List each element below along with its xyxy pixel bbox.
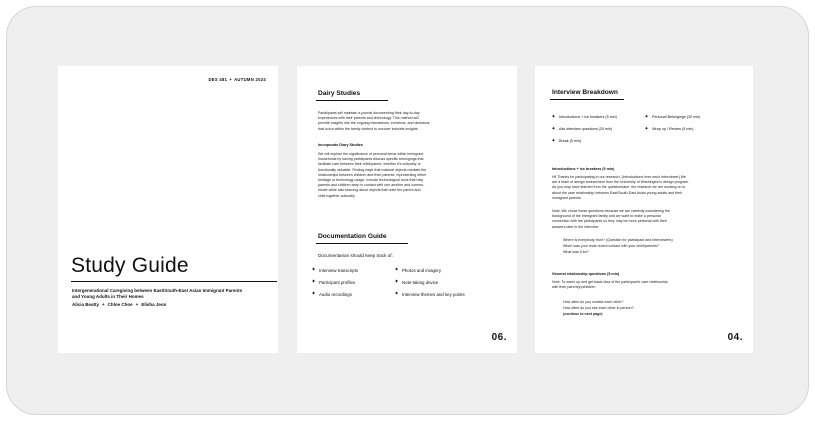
- diary-heading: Dairy Studies: [318, 90, 361, 97]
- authors: Alicia Beatty + Chloe Choe + Elisha Jeon: [72, 302, 167, 307]
- course-code: DES 481: [208, 77, 228, 82]
- list-item: ✦ Photos and imagery: [394, 267, 442, 273]
- study-subtitle: Intergenerational Caregiving between East/South-East Asian Immigrant Parents and Young Adults in Their Homes: [72, 288, 243, 299]
- interview-question: How often do you see each other in person?: [563, 306, 634, 310]
- diary-intro: Participants will maintain a journal documenting their day-to-day experiences with their parents and technology. This method will provide insights into the ongoing interactions, emotions, and decisions that occur within the family context to uncover invisible insights: [318, 111, 430, 131]
- interview-question: Where is everybody from? (Question for participant and interviewers): [563, 238, 673, 242]
- section-title: Introductions + ice breakers (5 min): [552, 167, 615, 171]
- author: Elisha Jeon: [141, 302, 167, 307]
- sparkle-icon: ✦: [644, 126, 649, 132]
- term: AUTUMN 2024: [234, 77, 266, 82]
- documentation-intro: Documentarian should keep track of:: [318, 253, 393, 258]
- continue-note: (continue to next page): [563, 312, 603, 316]
- sparkle-icon: ✦: [311, 279, 316, 285]
- heading-underline: [316, 243, 408, 244]
- intro-script: Hi! Thanks for participating in our research. [Introductions from each interviewer] We are a team of design researchers from the University of Washington's design program. As you may have learned from the questionnaire, the research we are working on is about the care relationship between East/South-East Asian young adults and their immigrant parents.: [552, 175, 689, 200]
- list-item: ✦ Audio recordings: [311, 291, 352, 297]
- interview-breakdown-page: [535, 66, 753, 353]
- list-item: ✦ Introductions + ice breakers (5 min): [551, 114, 617, 120]
- author: Alicia Beatty: [72, 302, 100, 307]
- list-item: ✦ Participant profiles: [311, 279, 356, 285]
- list-item: ✦ Ask interview questions (20 min): [551, 126, 613, 132]
- diary-body: We will explore the significance of personal items within immigrant households by having participants discuss specific belongings that facilitate care between their child/parent, whether it's culturally or functionally valuable. Finding ways that material objects mediate the relationships between children and their parents, representing either heritage or technology usage. Include technological tools that help parents and children keep in contact with one another and commu- nicate while also learning about objects that unite the parent and child together culturally: [318, 152, 427, 198]
- heading-underline: [316, 100, 388, 101]
- author: Chloe Choe: [107, 302, 133, 307]
- sparkle-icon: ✦: [551, 138, 556, 144]
- cover-page: [58, 66, 278, 353]
- list-item: ✦ Note-taking device: [394, 279, 439, 285]
- documentation-heading: Documentation Guide: [318, 233, 387, 240]
- section-title: General relationship questions (5 min): [552, 272, 620, 276]
- list-item: ✦ Personal Belongings (20 min): [644, 114, 701, 120]
- interview-question: When was your most recent contact with your child/parents?: [563, 244, 659, 248]
- page-number: 06.: [491, 332, 507, 343]
- sparkle-icon: ✦: [551, 114, 556, 120]
- list-item: ✦ Break (5 min): [551, 138, 582, 144]
- list-item: ✦ Interview transcripts: [311, 267, 359, 273]
- sparkle-icon: ✦: [644, 114, 649, 120]
- intro-note: Note: We chose these questions because we are carefully considering the background of the immigrant family and we want to make a personal connection with the participants so they may be more personal with their answers later in the interview: [552, 209, 670, 229]
- course-meta: DES 481 + AUTUMN 2024: [208, 77, 266, 82]
- list-item: ✦ Wrap up / Review (5 min): [644, 126, 694, 132]
- sparkle-icon: ✦: [551, 126, 556, 132]
- interview-question: How often do you contact each other?: [563, 300, 624, 304]
- sparkle-icon: ✦: [311, 267, 316, 273]
- sparkle-icon: ✦: [394, 291, 399, 297]
- relationship-note: Note: To warm up and get basic idea of the participant's care relationship with their parent(s)/children: [552, 280, 668, 290]
- list-item: ✦ Interview themes and key points: [394, 291, 465, 297]
- interview-heading: Interview Breakdown: [552, 89, 618, 96]
- title-divider: [71, 281, 277, 282]
- sparkle-icon: ✦: [394, 267, 399, 273]
- sparkle-icon: ✦: [394, 279, 399, 285]
- page-number: 04.: [727, 332, 743, 343]
- sparkle-icon: ✦: [311, 291, 316, 297]
- heading-underline: [550, 99, 624, 100]
- interview-question: What was it for?: [563, 250, 589, 254]
- diary-studies-page: [297, 66, 517, 353]
- diary-subheading: Incorporate Diary Studies: [318, 143, 363, 147]
- page-title: Study Guide: [71, 254, 189, 277]
